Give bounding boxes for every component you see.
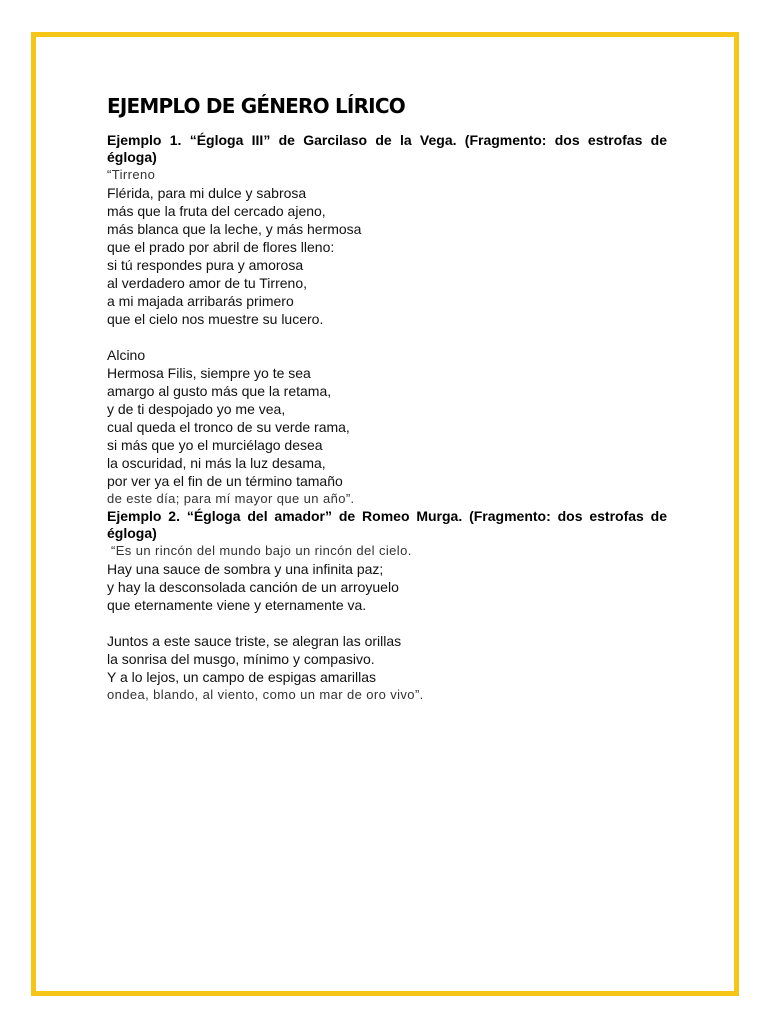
document-title: EJEMPLO DE GÉNERO LÍRICO xyxy=(107,94,405,118)
poem-line: “Es un rincón del mundo bajo un rincón del cielo. xyxy=(107,543,412,558)
poem-line: Hermosa Filis, siempre yo te sea xyxy=(107,365,311,381)
poem-line: Juntos a este sauce triste, se alegran las orillas xyxy=(107,633,402,649)
example-1-stanza-1 xyxy=(107,166,667,328)
poem-line: y de ti despojado yo me vea, xyxy=(107,401,286,417)
poem-line: cual queda el tronco de su verde rama, xyxy=(107,419,350,435)
poem-line: que eternamente viene y eternamente va. xyxy=(107,597,367,613)
poem-line: ondea, blando, al viento, como un mar de oro vivo”. xyxy=(107,687,424,702)
stanza-gap xyxy=(107,328,667,346)
example-2-stanza-2 xyxy=(107,632,667,704)
poem-line: Hay una sauce de sombra y una infinita paz; xyxy=(107,561,384,577)
example-1-heading: Ejemplo 1. “Égloga III” de Garcilaso de la Vega. (Fragmento: dos estrofas de égloga) xyxy=(107,132,667,165)
poem-line: si más que yo el murciélago desea xyxy=(107,437,323,453)
poem-line: a mi majada arribarás primero xyxy=(107,293,294,309)
poem-line: más que la fruta del cercado ajeno, xyxy=(107,203,326,219)
poem-line: que el cielo nos muestre su lucero. xyxy=(107,311,324,327)
stanza-gap xyxy=(107,614,667,632)
poem-line: por ver ya el fin de un término tamaño xyxy=(107,473,343,489)
poem-line: “Tirreno xyxy=(107,167,156,182)
poem-line: y hay la desconsolada canción de un arroyuelo xyxy=(107,579,399,595)
poem-line: que el prado por abril de flores lleno: xyxy=(107,239,335,255)
poem-line: más blanca que la leche, y más hermosa xyxy=(107,221,362,237)
example-2-heading: Ejemplo 2. “Égloga del amador” de Romeo Murga. (Fragmento: dos estrofas de égloga) xyxy=(107,508,667,541)
poem-line: Flérida, para mi dulce y sabrosa xyxy=(107,185,307,201)
poem-line: si tú respondes pura y amorosa xyxy=(107,257,304,273)
poem-line: amargo al gusto más que la retama, xyxy=(107,383,332,399)
poem-line: Alcino xyxy=(107,347,146,363)
example-1-stanza-2 xyxy=(107,346,667,508)
document-body xyxy=(107,92,667,704)
poem-line: la oscuridad, ni más la luz desama, xyxy=(107,455,326,471)
poem-line: la sonrisa del musgo, mínimo y compasivo. xyxy=(107,651,375,667)
example-2-stanza-1 xyxy=(107,542,667,614)
poem-line: al verdadero amor de tu Tirreno, xyxy=(107,275,307,291)
poem-line: de este día; para mí mayor que un año”. xyxy=(107,491,355,506)
poem-line: Y a lo lejos, un campo de espigas amarillas xyxy=(107,669,377,685)
